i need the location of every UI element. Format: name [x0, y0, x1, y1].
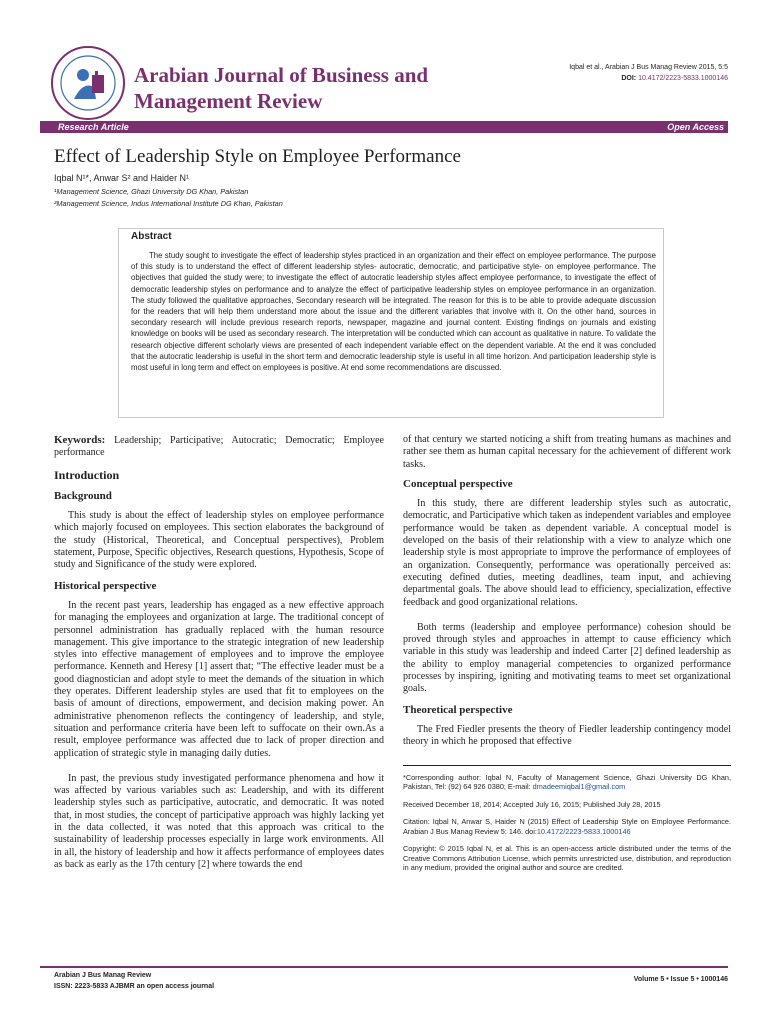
conceptual-paragraph-1: In this study, there are different leadership styles such as autocratic, democratic, and Participative which taken as independent variables and employee performance would be taken as dependent variable. A conceptual model is developed on the basis of their relationship with a view to analyze which one leadership style is most appropriate to improve the performance of employees of an organization. Consequently, performance was operationally perceived as: executing defined duties, meeting deadlines, team input, and achieving departmental goals. The above should lead to efficiency, specialization, effective feedback and good organizational relations.	[403, 498, 731, 608]
citation-doi-link[interactable]: 10.4172/2223-5833.1000146	[536, 826, 631, 836]
corresponding-author-note	[403, 773, 731, 792]
doi-link[interactable]: 10.4172/2223-5833.1000146	[638, 75, 728, 82]
keywords	[54, 434, 384, 460]
background-heading: Background	[54, 489, 112, 502]
right-column	[403, 434, 731, 873]
author-list: Iqbal N¹*, Anwar S² and Haider N¹	[54, 173, 190, 183]
affiliation-2: ²Management Science, Indus International Institute DG Khan, Pakistan	[54, 199, 283, 208]
footer-issn: ISSN: 2223-5833 AJBMR an open access journal	[54, 983, 215, 990]
open-access-label: Open Access	[667, 122, 724, 132]
background-paragraph: This study is about the effect of leadership styles on employee performance which majorly focused on employees. This section elaborates the background of the study (Historical, Theoretical, and Conceptual perspectives), Problem statement, Purpose, Specific objectives, Research questions, Hypothesis, Scope of study and Significance of the study were explored.	[54, 510, 384, 571]
corresponding-author: *Corresponding author: Iqbal N, Faculty of Management Science, Ghazi University DG Khan, Pakistan, Tel: (92) 64 926 0380; E-mail:	[403, 772, 731, 792]
citation-note	[403, 817, 731, 836]
footer-journal: Arabian J Bus Manag Review	[54, 972, 152, 979]
citation-text: Citation: Iqbal N, Anwar S, Haider N (2015) Effect of Leadership Style on Employee Performance. Arabian J Bus Manag Review 5: 146. doi:	[403, 817, 731, 836]
dates-note: Received December 18, 2014; Accepted July 16, 2015; Published July 28, 2015	[403, 799, 661, 809]
footer-divider	[40, 966, 728, 968]
article-type-label: Research Article	[58, 122, 129, 132]
conceptual-heading: Conceptual perspective	[403, 477, 513, 490]
conceptual-paragraph-2: Both terms (leadership and employee performance) cohesion should be proved through styles and approaches in attempt to cause efficiency which variable in this study was leadership and indeed Carter [2] defined leadership as the ability to employ managerial competencies to organized performance processes by inspiring, igniting and motivating teams to meet set organizational goals.	[403, 621, 731, 695]
abstract-text	[131, 250, 656, 373]
theoretical-heading: Theoretical perspective	[403, 703, 513, 716]
historical-paragraph-2: In past, the previous study investigated performance phenomena and how it was affected by various variables such as: Leadership, and with its different leadership styles such as participative, autocratic, and democratic. It was noted that, in most studies, the concept of participative approach was highly lacking yet in the data collected, it was noted that this approach was critical to the sustainability of leadership processes especially in large work environments. All in all, the history of leadership and how it affects performance of employees dates as back as early as the 17th century [2] where towards the end	[54, 772, 384, 870]
author-email[interactable]: dmadeemiqbal1@gmail.com	[532, 782, 626, 792]
affiliation-1: ¹Management Science, Ghazi University DG Khan, Pakistan	[54, 187, 249, 196]
footnote-divider	[403, 765, 731, 766]
keywords-label: Keywords:	[54, 434, 106, 446]
theoretical-paragraph: The Fred Fiedler presents the theory of Fiedler leadership contingency model theory in which he proposed that effective	[403, 723, 731, 748]
paper-title: Effect of Leadership Style on Employee Performance	[54, 146, 461, 167]
abstract-heading: Abstract	[131, 231, 172, 242]
footer-volume: Volume 5 • Issue 5 • 1000146	[633, 976, 728, 983]
journal-title: Arabian Journal of Business and Management Review	[134, 63, 429, 113]
historical-heading: Historical perspective	[54, 579, 157, 592]
copyright-note: Copyright: © 2015 Iqbal N, et al. This is an open-access article distributed under the terms of the Creative Commons Attribution License, which permits unrestricted use, distribution, and reproduction in any medium, provided the original author and source are credited.	[403, 844, 731, 873]
abstract-body: The study sought to investigate the effect of leadership styles practiced in an organization and their effect on employee performance. The purpose of this study is to understand the effect of different leadership styles- autocratic, democratic, and participative style- on employee performance. The objectives that guided the study were; to investigate the effect of autocratic leadership styles affect employee performance, to investigate the effect of democratic leadership styles on performance and to analyze the effect of participative leadership styles on employee performance in an organization. The study followed the qualitative approaches, Secondary research will be integrated. The reason for this is to be able to provide adequate discussion for the readers that will help them understand more about the issue and the different variables that involve with it. On the other hand, sources in secondary research will include previous research reports, newspaper, magazine and journal content. Existing findings on journals and existing knowledge on books will be used as secondary research. The interpretation will be conducted which can account as qualitative in nature. To validate the research objective different scholarly views are presented of each independent variable effect on the dependent variable. At the end it was concluded that the autocratic leadership is useful in the short term and democratic leadership style is useful in all time horizon. And participation leadership style is most useful in long term and effect on employees is positive. At end some recommendations are discussed.	[131, 251, 656, 373]
citation-line: Iqbal et al., Arabian J Bus Manag Review 2015, 5:5	[569, 64, 728, 71]
doi-line	[569, 73, 728, 84]
historical-paragraph-1: In the recent past years, leadership has engaged as a new effective approach for managing the employees and organization at large. The traditional concept of personnel administration has gradually replaced with the human resource management. This give importance to the strategic integration of new leadership styles into effective management of employees and to improve the employee performance. Kenneth and Heresy [1] assert that; “The effective leader must be a good diagnostician and adopt style to meet the demands of the situation in which they operates. Different leadership styles are used that fit to employees on the basis of amount of directions, empowerment, and decision making power. An administrative phenomenon reflects the contingency of leadership, and style, situation and performance criteria have been left to suffocate on their own.As a result, employee performance was affected due to lack of proper direction and application of strategic style in managing daily duties.	[54, 599, 384, 759]
continuation-paragraph: of that century we started noticing a shift from treating humans as machines and rather see them as human capital necessary for the achievement of different work tasks.	[403, 434, 731, 470]
article-type-band	[40, 121, 728, 133]
left-column	[54, 434, 384, 871]
introduction-heading: Introduction	[54, 467, 120, 482]
keywords-list: Leadership; Participative; Autocratic; Democratic; Employee performance	[54, 435, 384, 459]
running-citation	[569, 62, 728, 84]
doi-label: DOI:	[621, 75, 639, 82]
journal-logo	[50, 45, 126, 121]
